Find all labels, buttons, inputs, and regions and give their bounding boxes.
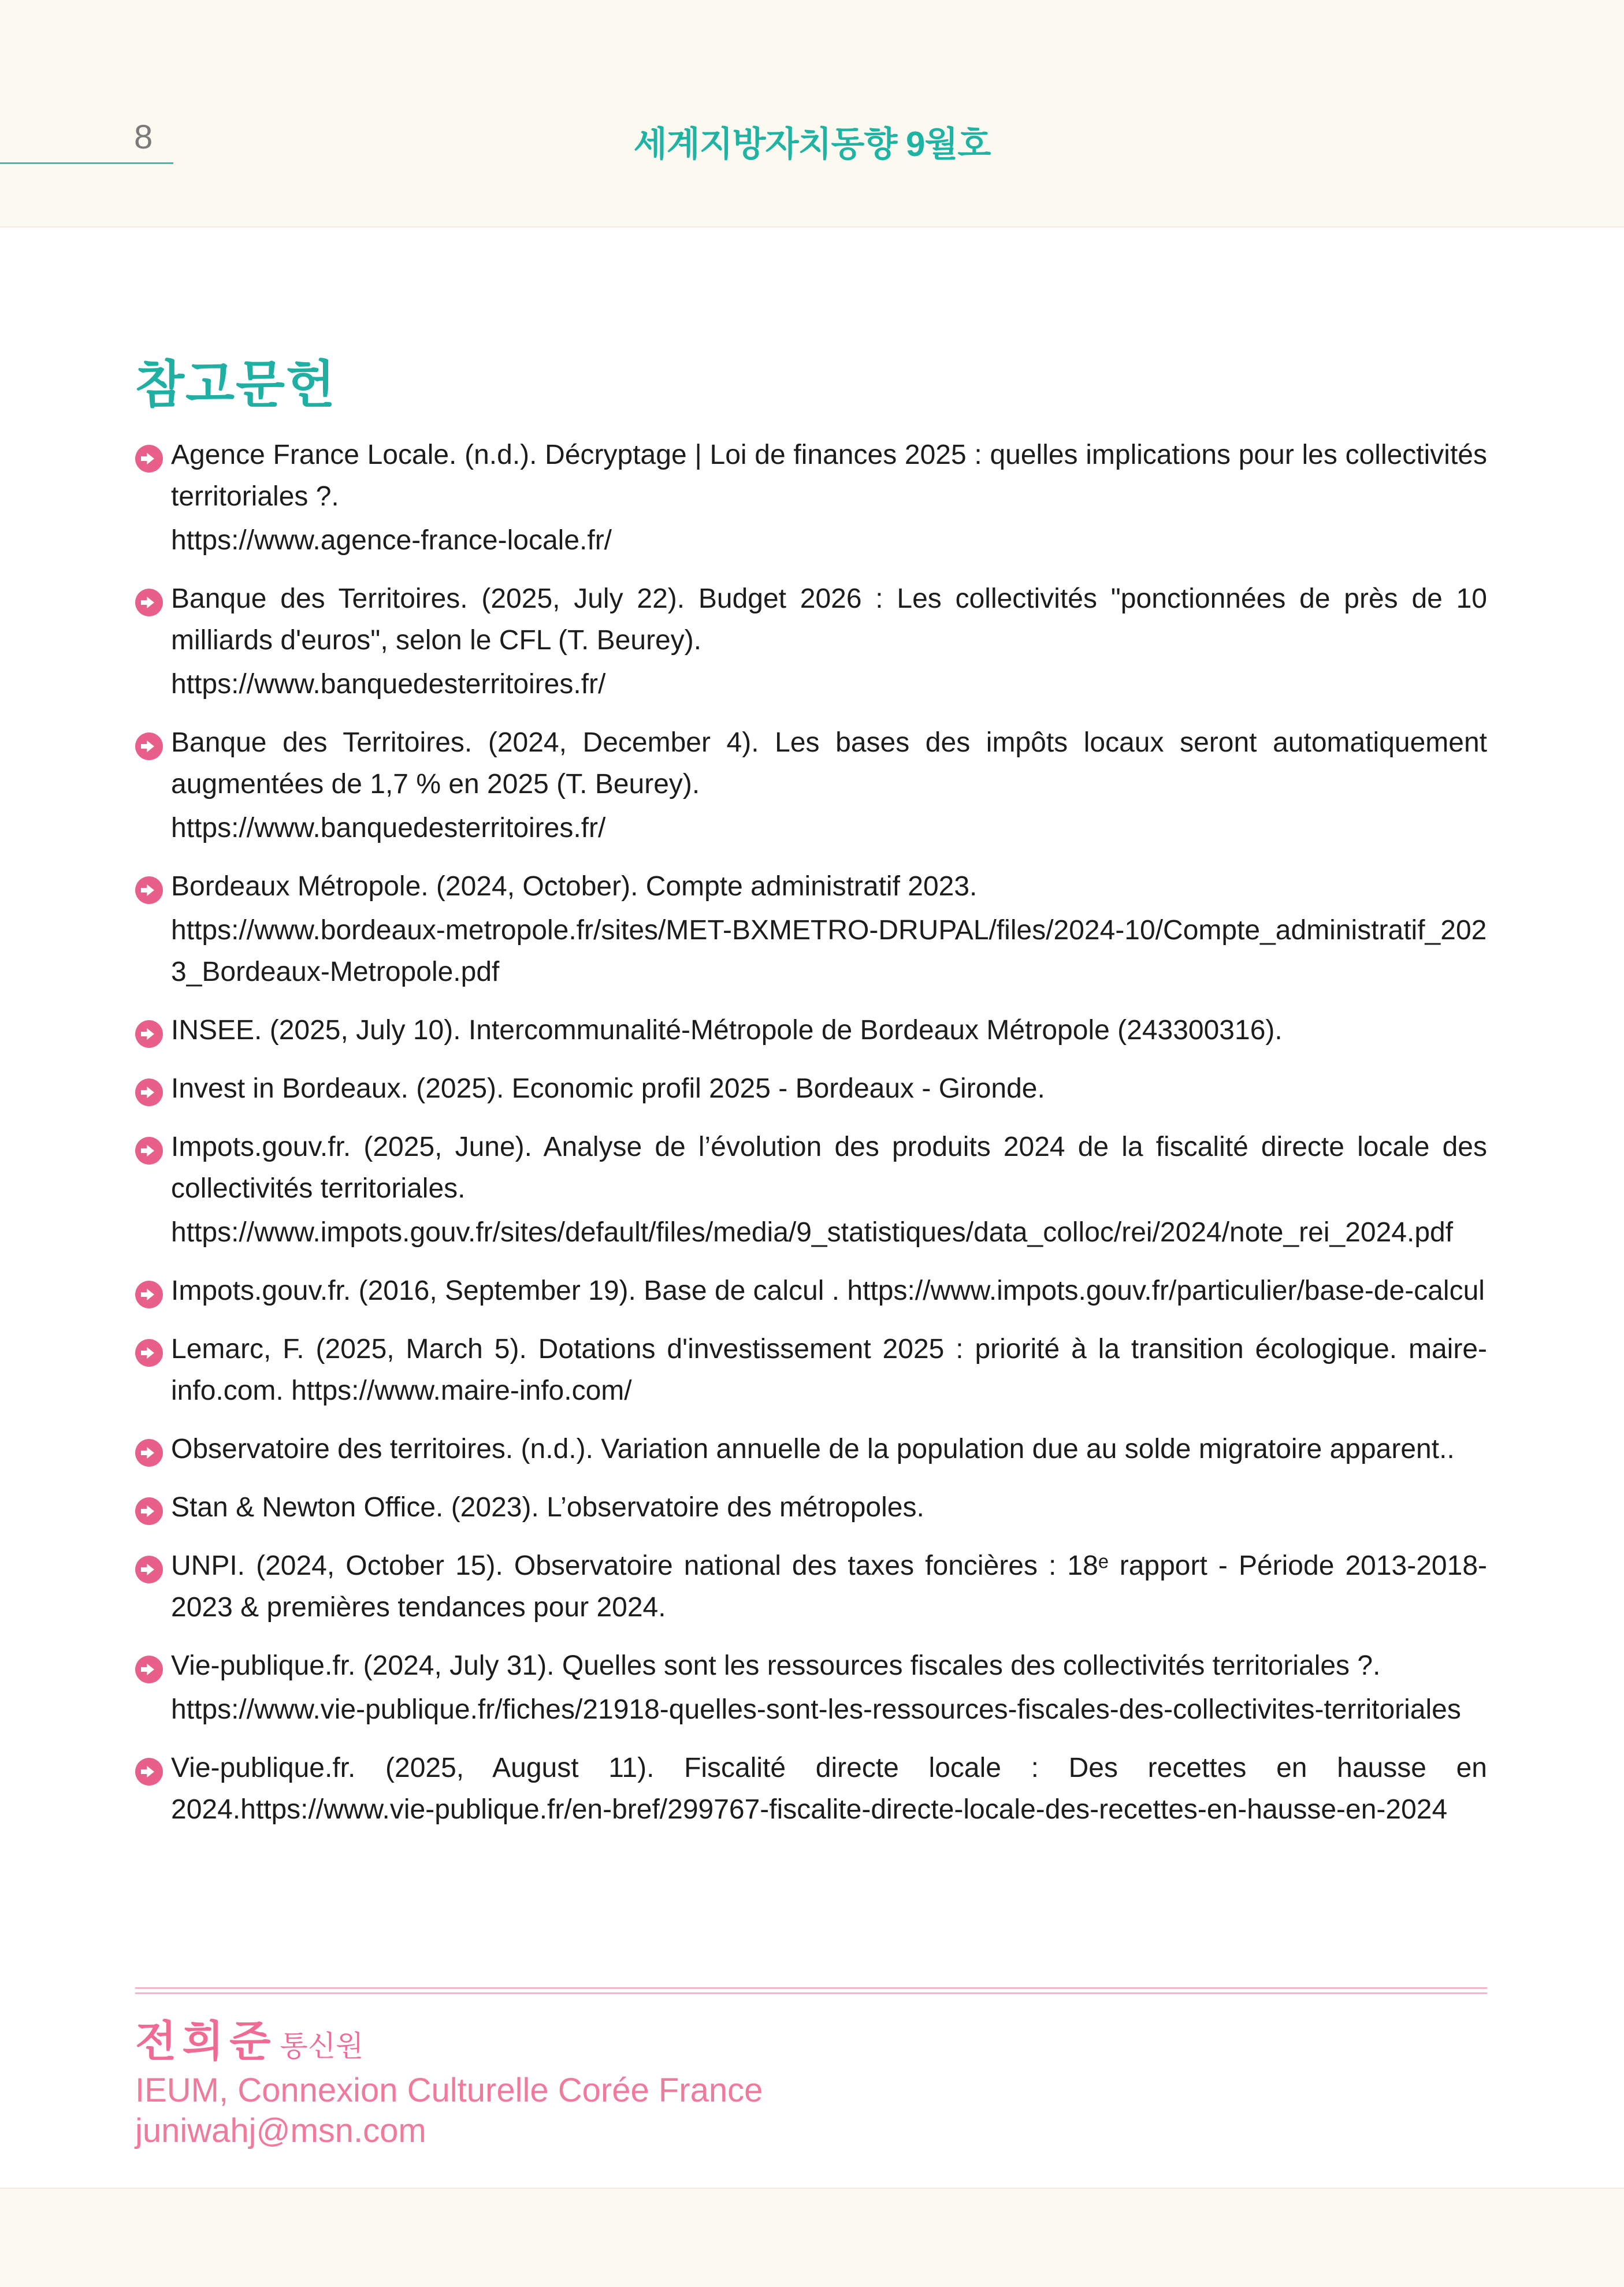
reference-text: Impots.gouv.fr. (2025, June). Analyse de l’évolution des produits 2024 de la fiscalité directe locale des collectivités territoriales. <box>171 1132 1487 1204</box>
reference-item <box>135 1429 1487 1470</box>
reference-item <box>135 1270 1487 1312</box>
reference-item <box>135 578 1487 705</box>
reference-item <box>135 1010 1487 1051</box>
reference-text: Banque des Territoires. (2024, December 4). Les bases des impôts locaux seront automatiquement augmentées de 1,7 % en 2025 (T. Beurey). <box>171 727 1487 799</box>
reference-item <box>135 434 1487 561</box>
reference-item <box>135 1126 1487 1254</box>
author-email[interactable]: juniwahj@msn.com <box>135 2112 426 2150</box>
reference-text: Lemarc, F. (2025, March 5). Dotations d'investissement 2025 : priorité à la transition écologique. maire-info.com. https://www.maire-info.com/ <box>171 1334 1487 1406</box>
reference-url[interactable]: https://www.agence-france-locale.fr/ <box>171 525 612 556</box>
arrow-circle-right-icon <box>135 1556 163 1583</box>
reference-text: Bordeaux Métropole. (2024, October). Compte administratif 2023. <box>171 871 978 902</box>
arrow-circle-right-icon <box>135 1281 163 1308</box>
reference-url[interactable]: https://www.vie-publique.fr/fiches/21918-quelles-sont-les-ressources-fiscales-des-collectivites-territoriales <box>171 1694 1461 1725</box>
arrow-circle-right-icon <box>135 1079 163 1106</box>
reference-url[interactable]: https://www.bordeaux-metropole.fr/sites/MET-BXMETRO-DRUPAL/files/2024-10/Compte_administratif_2023_Bordeaux-Metropole.pdf <box>171 915 1487 987</box>
arrow-circle-right-icon <box>135 445 163 473</box>
arrow-circle-right-icon <box>135 1758 163 1786</box>
reference-text: Observatoire des territoires. (n.d.). Variation annuelle de la population due au solde migratoire apparent.. <box>171 1434 1455 1464</box>
author-name <box>135 2007 363 2069</box>
reference-url[interactable]: https://www.impots.gouv.fr/sites/default/files/media/9_statistiques/data_colloc/rei/2024/note_rei_2024.pdf <box>171 1217 1454 1248</box>
page-header <box>0 0 1624 228</box>
reference-list <box>135 434 1487 1847</box>
reference-text: Agence France Locale. (n.d.). Décryptage | Loi de finances 2025 : quelles implications pour les collectivités territoriales ?. <box>171 440 1487 512</box>
reference-text: Vie-publique.fr. (2024, July 31). Quelles sont les ressources fiscales des collectivités territoriales ?. <box>171 1650 1381 1681</box>
reference-url[interactable]: https://www.banquedesterritoires.fr/ <box>171 669 606 700</box>
reference-item <box>135 1068 1487 1110</box>
arrow-circle-right-icon <box>135 1339 163 1367</box>
publication-title: 세계지방자치동향 9월호 <box>633 125 991 163</box>
reference-text: Banque des Territoires. (2025, July 22). Budget 2026 : Les collectivités "ponctionnées de près de 10 milliards d'euros", selon le CFL (T. Beurey). <box>171 583 1487 656</box>
arrow-circle-right-icon <box>135 1439 163 1467</box>
arrow-circle-right-icon <box>135 1020 163 1048</box>
reference-text: Invest in Bordeaux. (2025). Economic profil 2025 - Bordeaux - Gironde. <box>171 1073 1045 1104</box>
author-organization: IEUM, Connexion Culturelle Corée France <box>135 2072 763 2109</box>
arrow-circle-right-icon <box>135 589 163 616</box>
arrow-circle-right-icon <box>135 876 163 904</box>
reference-item <box>135 1747 1487 1831</box>
section-title: 참고문헌 <box>135 356 337 413</box>
arrow-circle-right-icon <box>135 1497 163 1525</box>
reference-item <box>135 1487 1487 1529</box>
reference-url[interactable]: https://www.banquedesterritoires.fr/ <box>171 813 606 843</box>
page-footer <box>0 2188 1624 2287</box>
author-role: 통신원 <box>280 2030 364 2062</box>
author-name-text: 전희준 <box>135 2017 277 2065</box>
arrow-circle-right-icon <box>135 1656 163 1683</box>
arrow-circle-right-icon <box>135 732 163 760</box>
reference-item <box>135 1645 1487 1731</box>
reference-text: Impots.gouv.fr. (2016, September 19). Base de calcul . https://www.impots.gouv.fr/particulier/base-de-calcul <box>171 1275 1485 1306</box>
reference-item <box>135 722 1487 849</box>
reference-item <box>135 866 1487 993</box>
reference-text: UNPI. (2024, October 15). Observatoire national des taxes foncières : 18ᵉ rapport - Période 2013-2018-2023 & premières tendances pour 2024. <box>171 1550 1487 1623</box>
reference-item <box>135 1329 1487 1412</box>
reference-text: INSEE. (2025, July 10). Intercommunalité-Métropole de Bordeaux Métropole (243300316). <box>171 1015 1283 1046</box>
page-number: 8 <box>134 118 153 156</box>
reference-text: Vie-publique.fr. (2025, August 11). Fiscalité directe locale : Des recettes en hausse en 2024.https://www.vie-publique.fr/en-bref/299767-fiscalite-directe-locale-des-recettes-en-hausse-en-2024 <box>171 1753 1487 1825</box>
arrow-circle-right-icon <box>135 1137 163 1165</box>
reference-text: Stan & Newton Office. (2023). L’observatoire des métropoles. <box>171 1492 924 1523</box>
author-divider <box>135 1987 1487 1994</box>
reference-item <box>135 1545 1487 1628</box>
